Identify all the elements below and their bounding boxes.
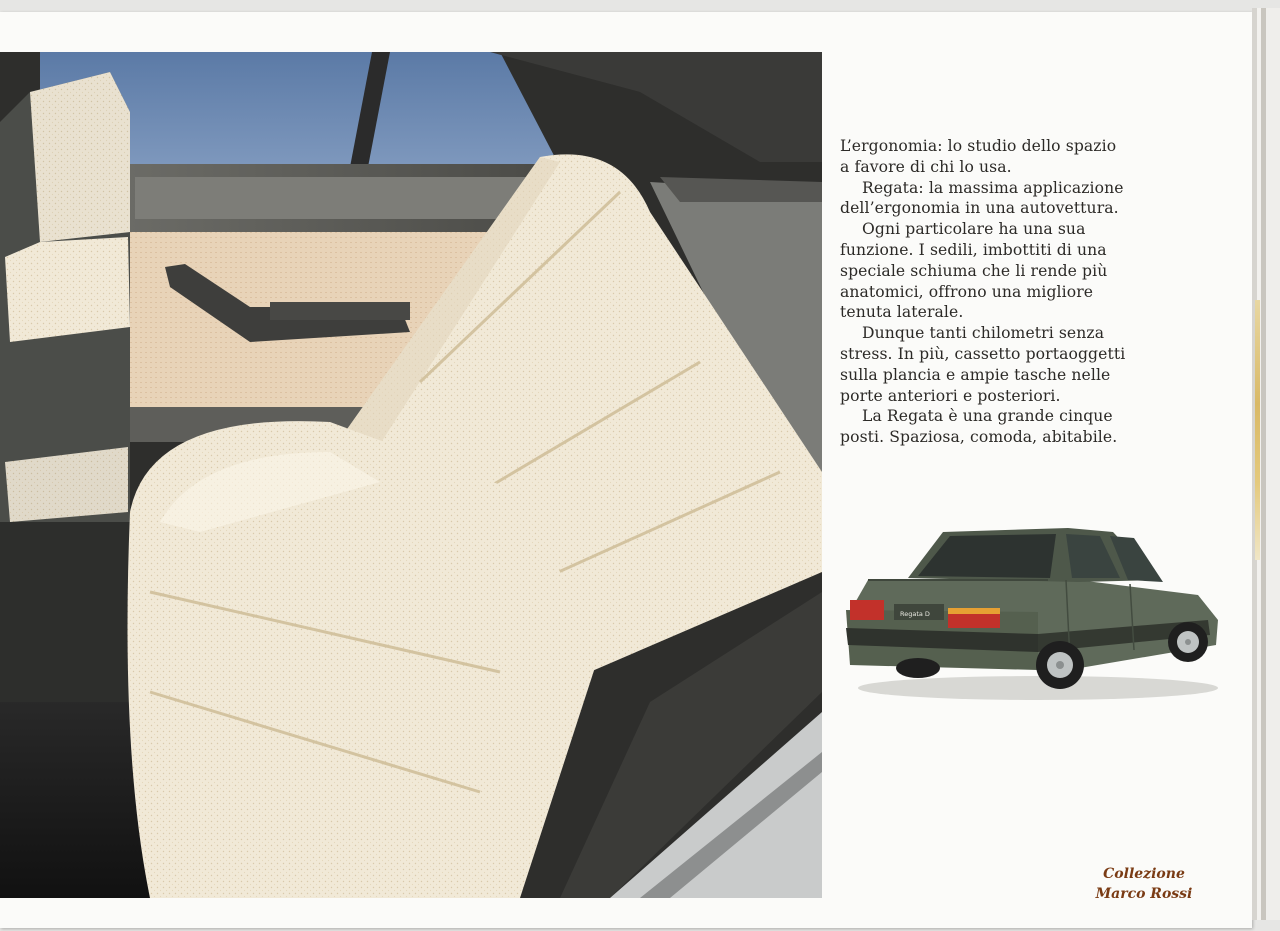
- paragraph: Regata: la massima applicazione dell’ergonomia in una autovettura.: [840, 178, 1124, 218]
- car-rear-photo: [838, 520, 1228, 710]
- page-edge-stripe: [1255, 300, 1260, 560]
- car-badge: Regata D: [900, 610, 930, 618]
- paragraph: Ogni particolare ha una sua funzione. I sedili, imbottiti di una speciale schiuma che li rende più anatomici, offrono una migliore tenuta laterale.: [840, 220, 1108, 322]
- collection-stamp: [1074, 864, 1214, 904]
- paragraph: L’ergonomia: lo studio dello spazio a favore di chi lo usa.: [840, 137, 1117, 176]
- stamp-line: Collezione: [1103, 866, 1185, 882]
- page-edge: [1266, 8, 1280, 920]
- stamp-line: Marco Rossi: [1095, 886, 1193, 902]
- body-copy: [840, 136, 1130, 448]
- paragraph: La Regata è una grande cinque posti. Spaziosa, comoda, abitabile.: [840, 407, 1118, 447]
- interior-seat-photo: [0, 52, 822, 898]
- paragraph: Dunque tanti chilometri senza stress. In più, cassetto portaoggetti sulla plancia e ampie tasche nelle porte anteriori e posteriori.: [840, 324, 1126, 405]
